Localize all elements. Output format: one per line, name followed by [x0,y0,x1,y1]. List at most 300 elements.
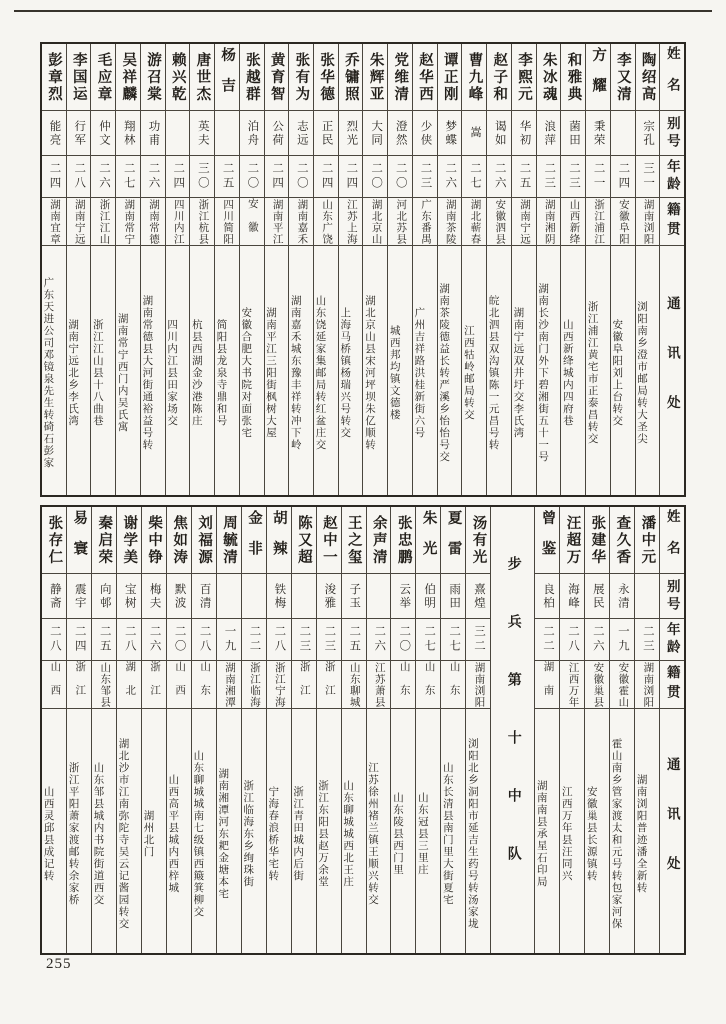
person-address-text: 江西万年县汪同兴 [560,785,572,882]
person-age-text: 二六 [147,162,160,191]
person-origin-text: 湖南浏阳 [642,198,654,245]
header-address [660,709,684,953]
person-origin-text: 山西 [49,661,61,708]
person-origin [611,198,635,246]
person-origin [487,198,511,246]
person-address [388,246,412,495]
person-origin [116,198,140,246]
person-age [166,156,190,198]
roster-column [91,507,116,953]
person-alias-text: 震宇 [73,582,86,610]
person-name [142,507,166,574]
person-origin-text: 湖南湘潭 [224,661,236,708]
person-address [635,709,659,953]
section-title [491,507,534,953]
person-alias [586,111,610,156]
person-age [116,156,140,198]
person-name-text: 方耀 [590,46,607,108]
roster-column [241,507,266,953]
person-age-text: 二三 [298,625,311,654]
person-origin-text: 安徽阜阳 [617,198,629,245]
person-alias [466,574,490,619]
person-origin-text: 安徽巢县 [592,661,604,708]
person-address-text: 山东长清县南门里大街夏宅 [441,761,453,906]
person-age-text: 二五 [348,625,361,654]
person-address-text: 山东陵县西门里 [391,791,403,876]
person-age [585,619,609,661]
person-address [167,709,191,953]
roster-column [390,507,415,953]
person-age-text: 二六 [148,625,161,654]
person-origin [585,661,609,709]
roster-column [214,44,239,495]
person-alias-text: 浪萍 [543,119,556,147]
person-origin [561,198,585,246]
person-address-text: 湖南嘉禾城东豫丰祥转冲下岭 [289,295,301,451]
person-alias [142,574,166,619]
person-address [217,709,241,953]
person-age [289,156,313,198]
person-alias [42,574,66,619]
person-alias [610,574,634,619]
person-address-text: 上海马桥镇杨瑞兴号转交 [339,307,351,439]
person-name [116,44,140,111]
person-alias [267,574,291,619]
roster-column [115,44,140,495]
person-alias-text: 大同 [370,119,383,147]
person-origin [166,198,190,246]
person-age [67,156,91,198]
person-alias [512,111,536,156]
person-address-text: 江苏徐州褚兰镇王顺兴转交 [367,761,379,906]
person-address-text: 皖北泗县双沟镇陈一元昌号转 [487,295,499,451]
person-alias [190,111,214,156]
person-name-text: 曹九峰 [466,51,483,103]
person-address-text: 山东聊城城南七级镇西簸箕柳交 [192,749,204,918]
header-name [660,507,684,574]
person-age-text: 二〇 [295,162,308,191]
person-origin [391,661,415,709]
person-age-text: 二五 [518,162,531,191]
person-address-text: 湖北京山县宋河坪坝朱亿顺转 [363,295,375,451]
roster-column [141,507,166,953]
person-alias-text: 谒如 [493,119,506,147]
person-origin [217,661,241,709]
person-name-text: 张存仁 [46,514,63,566]
header-name [660,44,684,111]
person-alias-text: 公荷 [271,119,284,147]
person-address-text: 湖南南县承星石印局 [535,779,547,888]
person-origin-text: 江西万年 [567,661,579,708]
person-name [416,507,440,574]
person-age-text: 三二 [473,625,486,654]
person-address [585,709,609,953]
person-address-text: 安徽巢县长源镇转 [585,785,597,882]
person-name [42,507,66,574]
person-alias [462,111,486,156]
person-age [240,156,264,198]
person-origin-text: 湖北 [124,661,136,708]
person-name-text: 赵中一 [320,514,337,566]
person-name [167,507,191,574]
person-address [240,246,264,495]
person-origin [535,661,559,709]
person-address-text: 广州吉祥路洪桂新街六号 [413,307,425,439]
person-address [141,246,165,495]
person-origin-text: 山西新绛 [568,198,580,245]
person-address-text: 浏阳北乡洞阳市延吉生药号转汤家垅 [466,737,478,930]
person-name [242,507,266,574]
person-address [339,246,363,495]
person-name-text: 赵华西 [417,51,434,103]
person-age-text: 二六 [444,162,457,191]
person-alias-text: 良柏 [542,582,554,610]
person-alias [314,111,338,156]
person-name-text: 余声清 [370,514,387,566]
person-age-text: 二〇 [246,162,259,191]
person-alias [217,574,241,619]
person-origin [339,198,363,246]
person-name [190,44,214,111]
header-age [660,619,684,661]
header-alias [660,574,684,619]
person-alias [42,111,66,156]
person-alias-text: 菌田 [567,119,580,147]
person-name-text: 乔镛照 [342,51,359,103]
person-alias [339,111,363,156]
person-alias [67,111,91,156]
person-age [560,619,584,661]
person-address [314,246,338,495]
person-address [413,246,437,495]
person-origin-text: 山东聊城 [348,661,360,708]
person-name [388,44,412,111]
person-origin-text: 河北苏县 [395,198,407,245]
roster-column [387,44,412,495]
roster-column [66,44,91,495]
person-age [610,619,634,661]
person-address [42,709,66,953]
person-name [141,44,165,111]
person-alias [167,574,191,619]
person-address [92,709,116,953]
person-name [265,44,289,111]
page-top-rule [14,10,712,12]
person-origin-text: 浙江浦江 [593,198,605,245]
person-name [487,44,511,111]
person-address-text: 湖南常宁西门内吴氏寓 [116,313,128,433]
person-address [462,246,486,495]
person-address-text: 山东饶延家集邮局转红盆庄交 [314,295,326,451]
person-name [342,507,366,574]
person-age-text: 二七 [122,162,135,191]
person-address-text: 浏阳南乡澄市邮局转大圣尖 [636,301,648,445]
person-age-text: 二一 [592,162,605,191]
roster-column [341,507,366,953]
person-name [192,507,216,574]
person-address [317,709,341,953]
person-alias-text: 海峰 [566,582,579,610]
person-address-text: 江西牯岭邮局转交 [462,325,474,421]
roster-column [366,507,391,953]
roster-column [461,44,486,495]
person-address-text: 浙江平阳萧家渡邮转余家桥 [67,761,79,906]
roster-column [216,507,241,953]
person-age [363,156,387,198]
section-divider [490,507,534,953]
person-name-text: 易寰 [71,509,88,571]
header-alias-text: 别号 [664,115,680,151]
person-alias-text: 熹煌 [473,582,486,610]
person-address-text: 广东天进公司邓镜泉先生转碕石彭家 [42,277,54,469]
person-name [636,44,660,111]
person-alias [636,111,660,156]
person-address [265,246,289,495]
person-origin-text: 浙江宁海 [273,661,285,708]
person-name [92,507,116,574]
person-origin-text: 浙江 [298,661,310,708]
person-name [67,44,91,111]
person-age [487,156,511,198]
person-name [586,44,610,111]
person-alias [388,111,412,156]
person-address-text: 宁海春浪桥华宅转 [267,785,279,882]
person-name [462,44,486,111]
person-alias [487,111,511,156]
person-address [560,709,584,953]
person-address [116,246,140,495]
person-name-text: 谢学美 [121,514,138,566]
roster-column [140,44,165,495]
person-alias-text: 百清 [198,582,211,610]
roster-column [42,507,66,953]
person-alias [438,111,462,156]
person-age-text: 二四 [345,162,358,191]
person-age-text: 二八 [73,162,86,191]
person-age-text: 二七 [469,162,481,191]
roster-column [584,507,609,953]
person-address [611,246,635,495]
person-age [141,156,165,198]
person-name-text: 金非 [245,509,262,571]
person-address-text: 湖南宁远北乡李氏湾 [67,319,79,427]
person-name-text: 和雅典 [565,51,582,103]
person-alias-text: 泊舟 [246,119,259,147]
person-alias [240,111,264,156]
person-address-text: 湖南茶陵德益长转严溪乡怡怡号交 [438,283,450,463]
person-address-text: 湖南宁远双井圩交李氏湾 [512,307,524,439]
person-name [438,44,462,111]
roster-table-bottom [40,505,686,955]
person-address-text: 湖州北门 [142,809,154,858]
person-origin [42,661,66,709]
person-address [267,709,291,953]
person-name [512,44,536,111]
roster-column [536,44,561,495]
roster-column [560,44,585,495]
person-alias [192,574,216,619]
person-alias-text: 英夫 [196,119,209,147]
header-alias-text: 别号 [664,578,680,614]
person-address [363,246,387,495]
header-name-text: 姓名 [664,508,680,572]
person-origin-text: 湖南宁远 [73,198,85,245]
person-origin-text: 山东邹县 [99,661,111,708]
person-alias-text: 浚雅 [323,582,336,610]
person-age-text: 三一 [642,162,655,191]
person-age-text: 二六 [373,625,386,654]
person-age-text: 二二 [248,625,261,654]
header-address-text: 通讯处 [664,756,680,906]
person-address [242,709,266,953]
person-name [611,44,635,111]
person-age [438,156,462,198]
person-alias [585,574,609,619]
person-name-text: 黄育智 [268,51,285,103]
person-age-text: 二三 [419,162,432,191]
person-name [413,44,437,111]
person-age-text: 一九 [223,625,236,654]
person-name-text: 曾鉴 [539,509,556,571]
person-alias-text: 华初 [518,119,531,147]
person-alias [413,111,437,156]
person-name [363,44,387,111]
person-address [117,709,141,953]
person-origin [610,661,634,709]
person-address [487,246,511,495]
person-alias [292,574,316,619]
person-age [636,156,660,198]
person-address [636,246,660,495]
person-alias [91,111,115,156]
person-origin [242,661,266,709]
person-age-text: 二八 [198,625,211,654]
person-alias [289,111,313,156]
person-name [166,44,190,111]
person-origin [117,661,141,709]
person-age-text: 二三 [641,625,654,654]
person-address-text: 城西邦均镇文德楼 [388,325,400,421]
person-name-text: 王之玺 [345,514,362,566]
person-origin [363,198,387,246]
person-origin-text: 湖南 [542,661,554,708]
person-name-text: 李又清 [614,51,631,103]
header-age-text: 年龄 [664,622,680,657]
person-address-text: 湖北沙市江南弥陀寺吴云记酱园转交 [117,737,129,930]
person-name [466,507,490,574]
person-age [512,156,536,198]
header-address-text: 通讯处 [664,296,680,445]
person-name-text: 张越群 [243,51,260,103]
person-origin-text: 江苏萧县 [373,661,385,708]
roster-column [90,44,115,495]
header-age-text: 年龄 [664,159,680,194]
section-title-text: 步兵第十中队 [505,556,521,904]
person-age [192,619,216,661]
person-origin-text: 湖南常德 [147,198,159,245]
person-alias [391,574,415,619]
person-alias [116,111,140,156]
person-origin-text: 湖南宁远 [518,198,530,245]
person-age [635,619,659,661]
person-address-text: 浙江青田城内后街 [292,785,304,882]
person-age [416,619,440,661]
page-number: 255 [46,956,72,972]
person-age-text: 二四 [320,162,333,191]
person-age [561,156,585,198]
person-name-text: 汤有光 [470,514,487,566]
person-origin-text: 湖南常宁 [123,198,135,245]
person-name-text: 朱冰魂 [540,51,557,103]
person-name [240,44,264,111]
person-origin-text: 湖南浏阳 [642,661,654,708]
person-name-text: 潘中元 [639,514,656,566]
person-alias-text: 向邨 [98,582,111,610]
person-name [91,44,115,111]
person-alias-text: 雨田 [448,582,461,610]
person-origin [215,198,239,246]
person-address-text: 山西灵邱县成记转 [42,785,54,882]
person-age-text: 二〇 [398,625,411,654]
roster-column [166,507,191,953]
person-age-text: 二〇 [173,625,186,654]
person-address [67,246,91,495]
person-age-text: 二〇 [394,162,407,191]
person-age-text: 二三 [543,162,556,191]
person-origin [367,661,391,709]
person-name-text: 张华德 [318,51,335,103]
person-origin [537,198,561,246]
person-age [190,156,214,198]
person-origin-text: 安徽霍山 [617,661,629,708]
person-name [560,507,584,574]
person-age [339,156,363,198]
person-age [441,619,465,661]
person-name-text: 朱辉亚 [367,51,384,103]
person-alias-text: 秉荣 [592,119,605,147]
person-name-text: 刘福源 [196,514,213,566]
roster-table-top [40,42,686,497]
person-address-text: 湖南浏阳普迹潘全新转 [635,773,647,894]
person-origin-text: 广东番禺 [420,198,432,245]
person-name-text: 柴中铮 [146,514,163,566]
person-alias-text: 正民 [320,119,333,147]
person-origin-text: 湖南湘阴 [543,198,555,245]
person-alias-text: 少侠 [419,119,432,147]
person-address-text: 浙江浦江黄宅市正泰昌转交 [586,301,598,445]
person-address [610,709,634,953]
person-alias-text: 志远 [295,119,308,147]
person-address [367,709,391,953]
person-age [167,619,191,661]
header-column [659,44,684,495]
person-origin-text: 湖南浏阳 [473,661,485,708]
person-origin [91,198,115,246]
person-age-text: 二二 [542,625,554,654]
person-age [267,619,291,661]
person-name [391,507,415,574]
person-name-text: 李熙元 [515,51,532,103]
person-origin-text: 安徽泗县 [494,198,506,245]
person-origin [240,198,264,246]
person-origin [192,661,216,709]
person-age [367,619,391,661]
person-name [217,507,241,574]
person-address [416,709,440,953]
person-alias [363,111,387,156]
person-origin [560,661,584,709]
person-name [314,44,338,111]
